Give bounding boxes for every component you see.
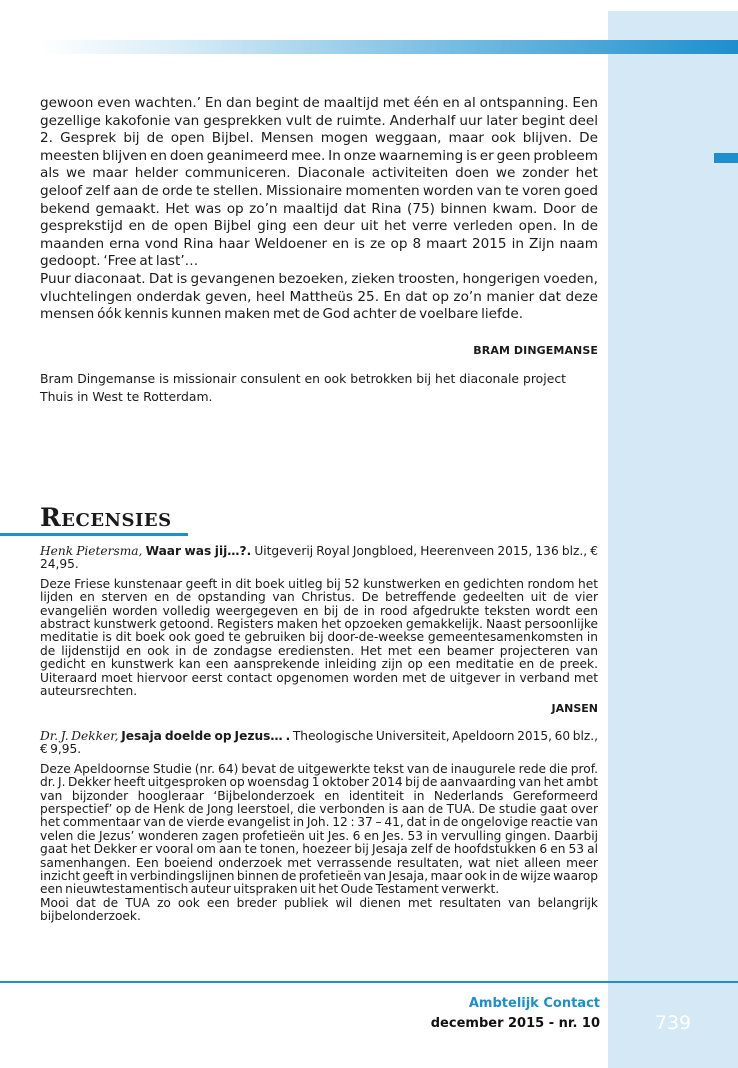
review-book-author: Henk Pietersma,	[40, 544, 143, 558]
review-paragraph: Mooi dat de TUA zo ook een breder publiek wil dienen met resultaten van belangrijk bijbelonderzoek.	[40, 895, 598, 924]
reviews-list	[40, 545, 598, 924]
review-paragraph: Deze Apeldoornse Studie (nr. 64) bevat de uitgewerkte tekst van de inaugurele rede die prof. dr. J. Dekker heeft uitgesproken op woensdag 1 oktober 2014 bij de aanvaarding van het ambt van bijzonder hoogleraar ‘Bijbelonderzoek en identiteit in Nederlands Gereformeerd perspectief’ op de Henk de Jong leerstoel, die verbonden is aan de TUA. De studie gaat over het commentaar van de vierde evangelist in Joh. 12 : 37 – 41, dat in de ongelovige reactie van velen die Jezus’ wonderen zagen profetieën uit Jes. 6 en Jes. 53 in vervulling gingen. Daarbij gaat het Dekker er vooral om aan te tonen, hoezeer bij Jesaja zelf de hoofdstukken 6 en 53 al samenhangen. Een boeiend onderzoek met verrassende resultaten, wat niet alleen meer inzicht geeft in verbindingslijnen binnen de profetieën van Jesaja, maar ook in de wijze waarop een nieuwtestamentisch auteur uitspraken uit het Oude Testament verwerkt.	[40, 761, 598, 897]
review-item	[40, 730, 598, 924]
review-book-title: Waar was jij…?.	[145, 544, 252, 558]
page-number: 739	[654, 1012, 692, 1034]
article-paragraph: Puur diaconaat. Dat is gevangenen bezoeken, zieken troosten, hongerigen voeden, vluchtelingen onderdak geven, heel Mattheüs 25. En dat op zo’n manier dat deze mensen óók kennis kunnen maken met de God achter de voelbare liefde.	[40, 270, 598, 323]
section-title-underline	[0, 533, 188, 536]
page-sidebar	[608, 11, 738, 1068]
article-body	[40, 95, 598, 324]
reviewer-name: JANSEN	[551, 702, 598, 716]
review-bibliography	[40, 730, 598, 757]
author-bio: Bram Dingemanse is missionair consulent en ook betrokken bij het diaconale project Thuis in West te Rotterdam.	[40, 371, 567, 404]
review-bibliography	[40, 545, 598, 572]
header-gradient-bar	[40, 40, 738, 54]
review-book-author: Dr. J. Dekker,	[40, 728, 119, 743]
section-title-recensies: Recensies	[40, 503, 172, 532]
footer-divider	[0, 981, 738, 983]
sidebar-marker	[714, 153, 738, 163]
issue-info: december 2015 - nr. 10	[430, 1016, 600, 1031]
article-paragraph: gewoon even wachten.’ En dan begint de maaltijd met één en al ontspanning. Een gezellige kakofonie van gesprekken vult de ruimte. Anderhalf uur later begint deel 2. Gesprek bij de open Bijbel. Mensen mogen weggaan, maar ook blijven. De meesten blijven en doen geanimeerd mee. In onze waarneming is er geen probleem als we maar helder communiceren. Diaconale activiteiten doen we zonder het geloof zelf aan de orde te stellen. Missionaire momenten worden van te voren goed bekend gemaakt. Het was op zo’n maaltijd dat Rina (75) binnen kwam. Door de gesprekstijd en de open Bijbel ging een deur uit het verre verleden open. In de maanden erna vond Rina haar Weldoener en is ze op 8 maart 2015 in Zijn naam gedoopt. ‘Free at last’…	[40, 95, 598, 270]
journal-name: Ambtelijk Contact	[468, 996, 600, 1011]
review-book-title: Jesaja doelde op Jezus… .	[121, 728, 291, 743]
article-author: BRAM DINGEMANSE	[473, 344, 598, 357]
review-book-details: Theologische Universiteit, Apeldoorn 2015, 60 blz., € 9,95.	[40, 728, 599, 757]
review-book-details: Uitgeverij Royal Jongbloed, Heerenveen 2015, 136 blz., € 24,95.	[40, 544, 598, 572]
review-item	[40, 545, 598, 716]
review-paragraph: Deze Friese kunstenaar geeft in dit boek uitleg bij 52 kunstwerken en gedichten rondom het lijden en sterven en de opstanding van Christus. De betreffende gedeelten uit de vier evangeliën worden volledig weergegeven en bij de in rood afgedrukte teksten wordt een abstract kunstwerk getoond. Registers maken het opzoeken gemakkelijk. Naast persoonlijke meditatie is dit boek ook goed te gebruiken bij door-de-weekse gemeentesamenkomsten in de lijdenstijd en ook in de zondagse erediensten. Het met een beamer projecteren van gedicht en kunstwerk kan een aansprekende inleiding zijn op een meditatie en de preek. Uiteraard moet hiervoor eerst contact opgenomen worden met de uitgever in verband met auteursrechten.	[40, 576, 598, 699]
